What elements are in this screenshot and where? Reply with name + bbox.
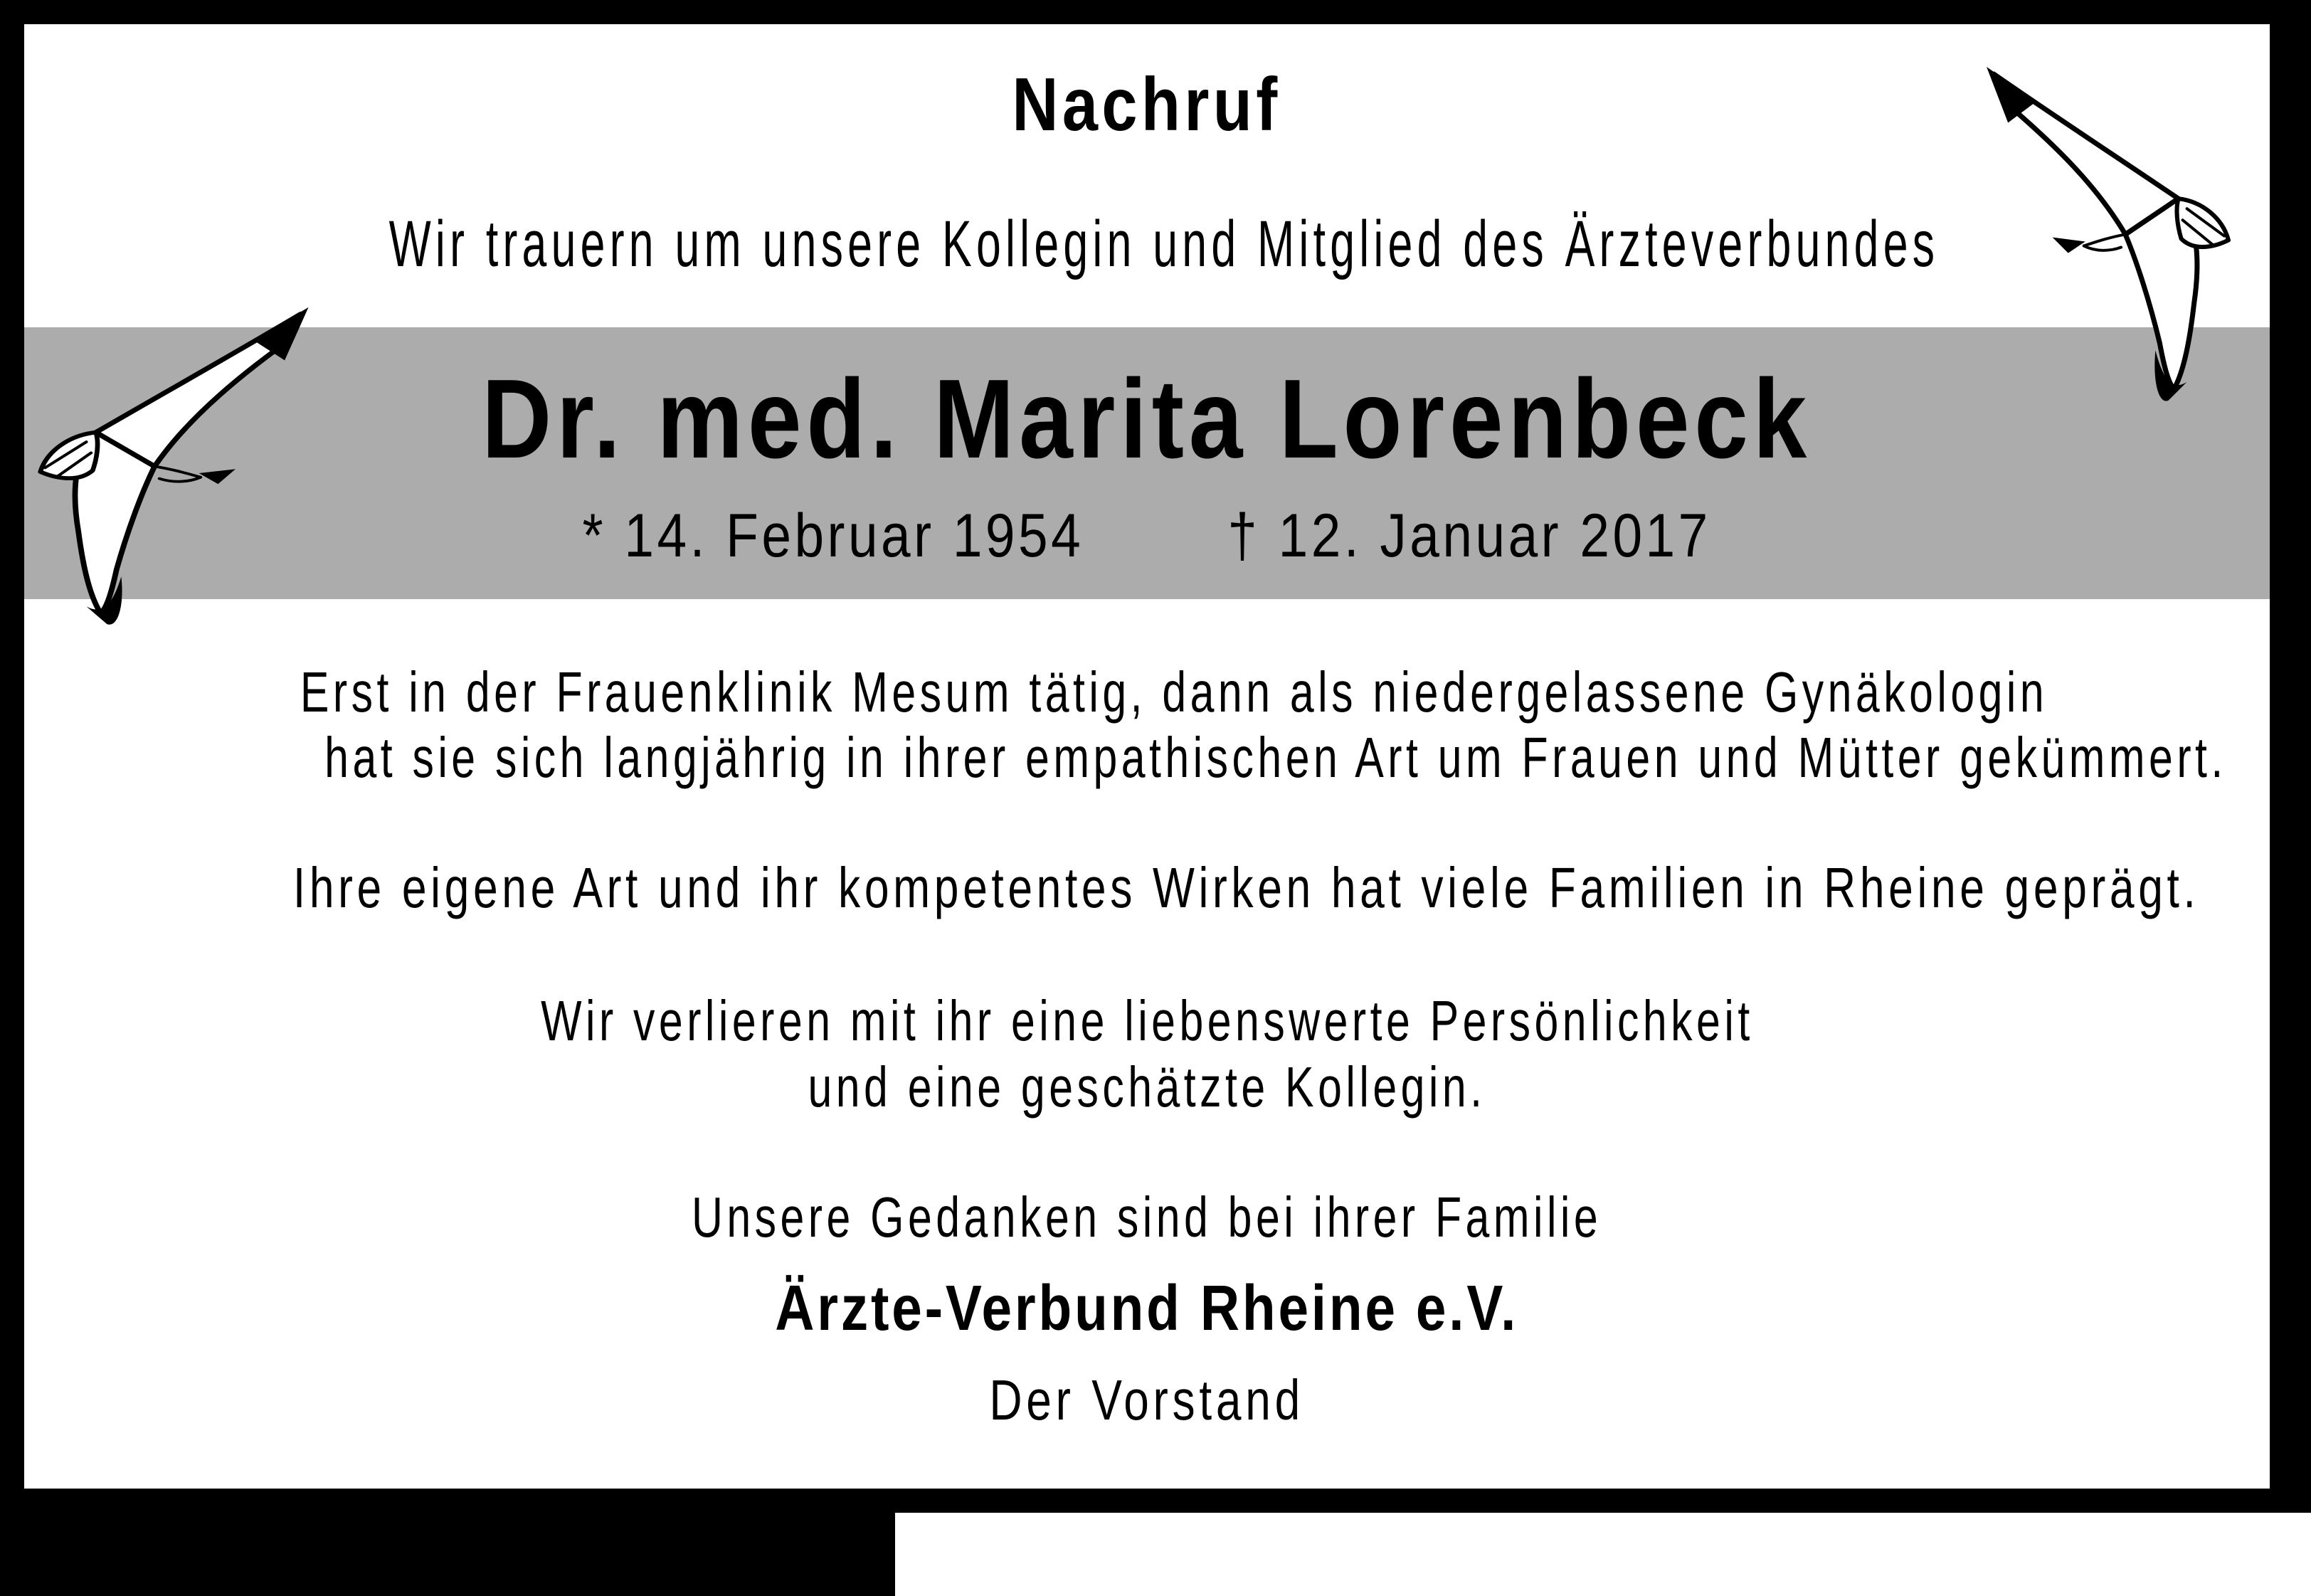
seagull-left-icon [36,306,312,640]
paragraph3-line1: Wir verlieren mit ihr eine liebenswerte Persönlichkeit [540,989,1754,1052]
frame-top [0,0,2311,24]
birth-date: * 14. Februar 1954 [582,502,1084,570]
paragraph4: Unsere Gedanken sind bei ihrer Familie [692,1185,1602,1249]
paragraph1-line1: Erst in der Frauenklinik Mesum tätig, dann als niedergelassene Gynäkologin [300,660,2048,724]
paragraph1-line2: hat sie sich langjährig in ihrer empathischen Art um Frauen und Mütter gekümmert. [324,726,2227,789]
death-date: † 12. Januar 2017 [1227,502,1712,570]
signature-line: Der Vorstand [989,1368,1305,1432]
frame-bottom [0,1489,2311,1513]
intro-line: Wir trauern um unsere Kollegin und Mitglied des Ärzteverbundes [388,208,1940,280]
paragraph2: Ihre eigene Art und ihr kompetentes Wirken hat viele Familien in Rheine geprägt. [292,856,2200,919]
organization-name: Ärzte-Verbund Rheine e.V. [775,1273,1519,1344]
page-title: Nachruf [1012,63,1282,147]
seagull-right-icon [1984,65,2233,418]
deceased-name: Dr. med. Marita Lorenbeck [482,356,1812,482]
paragraph3-line2: und eine geschätzte Kollegin. [808,1055,1486,1119]
frame-left [0,0,24,1513]
clipping-edge-block [0,1513,895,1596]
frame-right [2270,0,2311,1513]
life-dates [24,502,2270,570]
